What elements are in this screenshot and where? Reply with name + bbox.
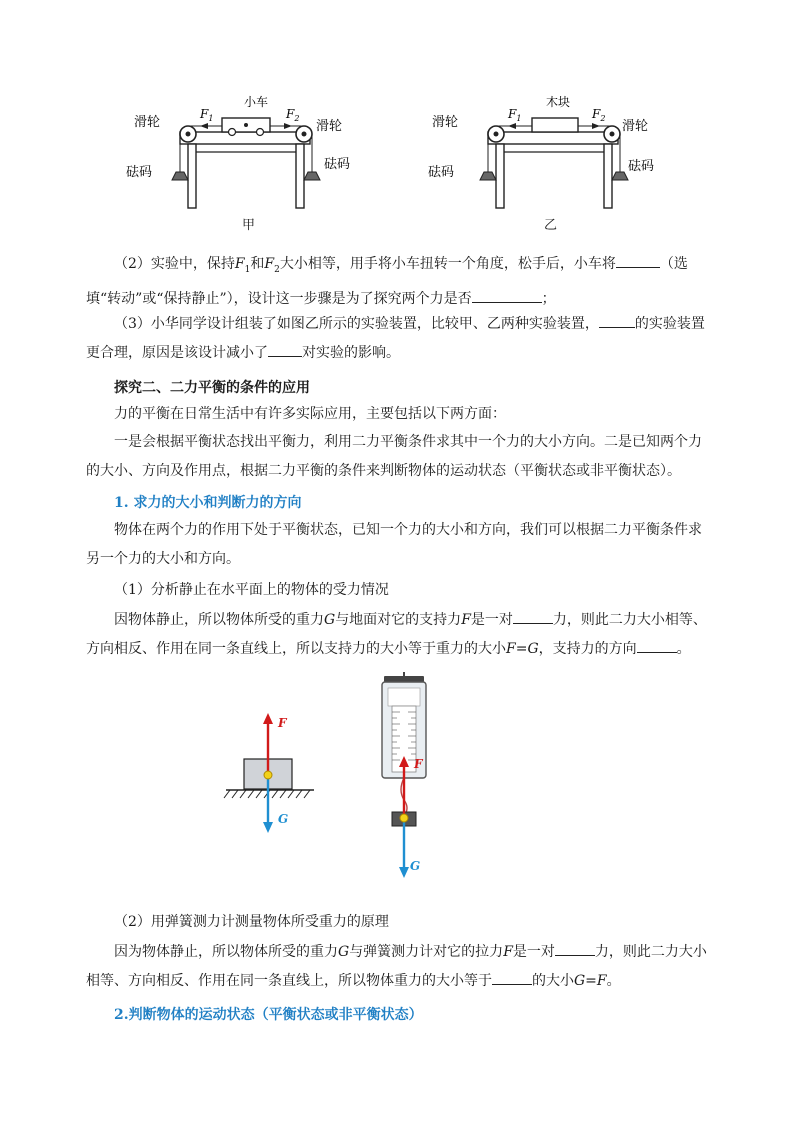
- question-2: （2）实验中，保持$F_1$和$F_2$大小相等，用手将小车扭转一个角度，松手后，小车将 （选填“转动”或“保持静止”），设计这一步骤是为了探究两个力是否 ；: [86, 250, 714, 314]
- answer-blank[interactable]: [616, 253, 660, 268]
- section-heading: 探究二、二力平衡的条件的应用: [114, 380, 310, 396]
- label-weight-right: 砝码: [324, 157, 351, 172]
- answer-blank[interactable]: [492, 970, 532, 985]
- label-pulley-right: 滑轮: [316, 119, 343, 134]
- weight-left-icon: [172, 172, 188, 180]
- label-weight-left: 砝码: [126, 165, 153, 180]
- arrow-down-icon: [399, 867, 409, 878]
- label-block: 木块: [546, 95, 571, 109]
- arrow-up-icon: [263, 713, 273, 724]
- weight-right-icon: [612, 172, 628, 180]
- figure-spring-scale: [370, 672, 440, 882]
- answer-blank[interactable]: [599, 313, 635, 328]
- figure-block-on-ground: [220, 705, 320, 835]
- paragraph-intro: 力的平衡在日常生活中有许多实际应用，主要包括以下两方面：: [114, 406, 506, 422]
- item-1-title: （1）分析静止在水平面上的物体的受力情况: [114, 582, 389, 598]
- answer-blank[interactable]: [268, 342, 302, 357]
- label-pulley-left: 滑轮: [134, 115, 161, 130]
- label-f: F: [278, 716, 287, 730]
- label-g: G: [410, 859, 421, 873]
- label-f: F: [414, 757, 423, 771]
- subsection-heading: 2.判断物体的运动状态（平衡状态或非平衡状态）: [114, 1007, 423, 1023]
- label-car: 小车: [244, 95, 269, 109]
- weight-right-icon: [304, 172, 320, 180]
- subsection-heading: 1. 求力的大小和判断力的方向: [114, 495, 302, 511]
- answer-blank[interactable]: [513, 609, 553, 624]
- label-weight-left: 砝码: [428, 165, 455, 180]
- block-icon: [532, 118, 578, 132]
- figure-apparatus-yi: [428, 90, 668, 210]
- paragraph-two-aspects: 一是会根据平衡状态找出平衡力，利用二力平衡条件求其中一个力的大小方向。二是已知两个力的大小、方向及作用点，根据二力平衡的条件来判断物体的运动状态（平衡状态或非平衡状态）。: [86, 434, 702, 479]
- paragraph-item1: 因物体静止，所以物体所受的重力G与地面对它的支持力F是一对 力，则此二力大小相等、方向相反、作用在同一条直线上，所以支持力的大小等于重力的大小F=G，支持力的方向 。: [86, 606, 714, 664]
- label-g: G: [278, 812, 289, 826]
- question-3: （3）小华同学设计组装了如图乙所示的实验装置，比较甲、乙两种实验装置， 的实验装置更合理，原因是该设计减小了 对实验的影响。: [86, 310, 714, 368]
- label-f1: $F_1$: [200, 107, 214, 123]
- answer-blank[interactable]: [472, 288, 542, 303]
- item-2-title: （2）用弹簧测力计测量物体所受重力的原理: [114, 914, 389, 930]
- label-weight-right: 砝码: [628, 159, 655, 174]
- label-f1: $F_1$: [508, 107, 522, 123]
- weight-left-icon: [480, 172, 496, 180]
- label-f2: $F_2$: [286, 107, 300, 123]
- answer-blank[interactable]: [555, 941, 595, 956]
- figure-apparatus-jia: [120, 90, 360, 210]
- caption-jia: 甲: [242, 218, 256, 233]
- caption-yi: 乙: [544, 218, 558, 233]
- paragraph-sub1: 物体在两个力的作用下处于平衡状态，已知一个力的大小和方向，我们可以根据二力平衡条件求另一个力的大小和方向。: [86, 522, 702, 567]
- paragraph-item2: 因为物体静止，所以物体所受的重力G与弹簧测力计对它的拉力F是一对 力，则此二力大小相等、方向相反、作用在同一条直线上，所以物体重力的大小等于 的大小G=F。: [86, 938, 714, 996]
- label-f2: $F_2$: [592, 107, 606, 123]
- answer-blank[interactable]: [637, 638, 677, 653]
- label-pulley-right: 滑轮: [622, 119, 649, 134]
- arrow-down-icon: [263, 822, 273, 833]
- label-pulley-left: 滑轮: [432, 115, 459, 130]
